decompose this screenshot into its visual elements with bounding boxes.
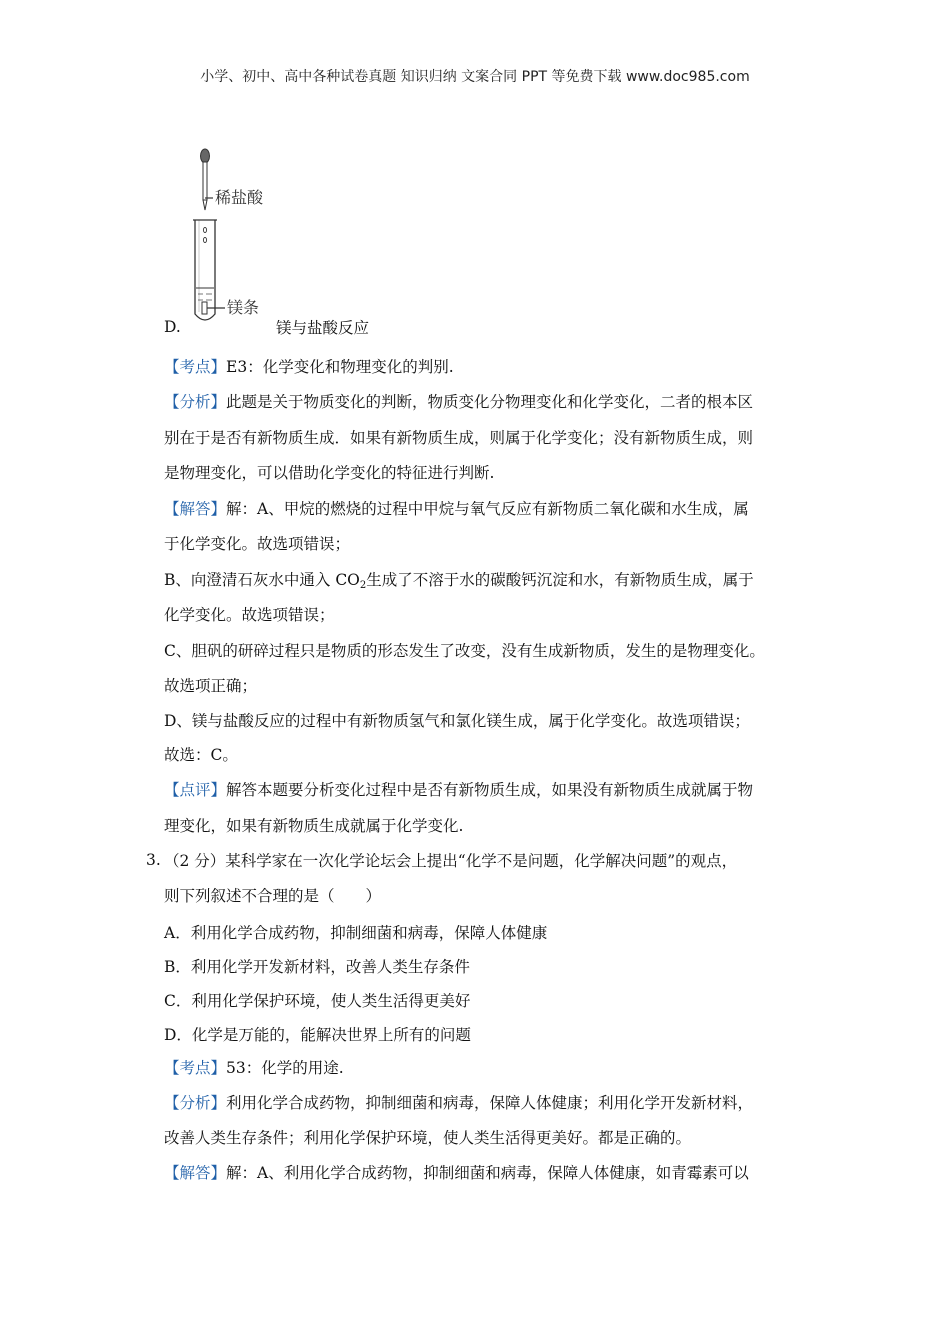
- q3-option-a: A．利用化学合成药物，抑制细菌和病毒，保障人体健康: [164, 924, 548, 942]
- q2-jieda-line-8: 故选：C。: [164, 746, 238, 764]
- q3-fenxi-line-2: 改善人类生存条件；利用化学保护环境，使人类生活得更美好。都是正确的。: [164, 1129, 692, 1147]
- q3-kaodian: [164, 1058, 344, 1078]
- dianping-text: 解答本题要分析变化过程中是否有新物质生成，如果没有新物质生成就属于物: [226, 781, 754, 799]
- fenxi-tag: 【分析】: [164, 393, 227, 411]
- q2-jieda-line-1: [164, 499, 749, 519]
- q2-fenxi-line-2: 别在于是否有新物质生成．如果有新物质生成，则属于化学变化；没有新物质生成，则: [164, 429, 754, 447]
- kaodian-text: E3：化学变化和物理变化的判别.: [226, 358, 454, 376]
- q3-option-b: B．利用化学开发新材料，改善人类生存条件: [164, 958, 470, 976]
- q2-jieda-line-3: [164, 570, 754, 596]
- q2-jieda-line-6: 故选项正确；: [164, 677, 258, 695]
- test-tube-figure: [185, 142, 285, 328]
- q2-dianping-line-2: 理变化，如果有新物质生成就属于化学变化.: [164, 817, 464, 835]
- q3-option-c: C．利用化学保护环境，使人类生活得更美好: [164, 992, 471, 1010]
- q3-fenxi-tag: 【分析】: [164, 1094, 227, 1112]
- q3-kaodian-text: 53：化学的用途.: [226, 1059, 344, 1077]
- fenxi-text: 此题是关于物质变化的判断，物质变化分物理变化和化学变化，二者的根本区: [226, 393, 754, 411]
- q3-fenxi-line-1: [164, 1093, 753, 1113]
- co2-subscript: 2: [359, 580, 367, 591]
- q3-jieda-tag: 【解答】: [164, 1164, 227, 1182]
- option-d-caption: 镁与盐酸反应: [276, 319, 370, 337]
- q3-jieda-line-1: [164, 1163, 749, 1183]
- dianping-tag: 【点评】: [164, 781, 227, 799]
- q3-fenxi-text: 利用化学合成药物，抑制细菌和病毒，保障人体健康；利用化学开发新材料，: [226, 1094, 754, 1112]
- jieda-tag: 【解答】: [164, 500, 227, 518]
- kaodian-tag: 【考点】: [164, 358, 227, 376]
- q3-option-d: D．化学是万能的，能解决世界上所有的问题: [164, 1026, 471, 1044]
- q2-fenxi-line-3: 是物理变化，可以借助化学变化的特征进行判断.: [164, 464, 495, 482]
- page-header: 小学、初中、高中各种试卷真题 知识归纳 文案合同 PPT 等免费下载 www.doc985.com: [200, 69, 750, 85]
- q3-jieda-text: 解：A、利用化学合成药物，抑制细菌和病毒，保障人体健康，如青霉素可以: [226, 1164, 749, 1182]
- jieda-text: 解：A、甲烷的燃烧的过程中甲烷与氧气反应有新物质二氧化碳和水生成，属: [226, 500, 749, 518]
- q2-fenxi-line-1: [164, 392, 753, 412]
- q3-stem-line-2: 则下列叙述不合理的是（ ）: [164, 887, 382, 905]
- q2-kaodian: [164, 357, 454, 377]
- q3-stem-line-1: （2 分）某科学家在一次化学论坛会上提出“化学不是问题，化学解决问题”的观点，: [164, 852, 738, 870]
- option-d-letter: D.: [164, 318, 181, 336]
- jieda-b-start: B、向澄清石灰水中通入 CO: [164, 571, 360, 589]
- jieda-b-end: 生成了不溶于水的碳酸钙沉淀和水，有新物质生成，属于: [366, 571, 754, 589]
- q3-number: 3.: [146, 851, 161, 869]
- q2-jieda-line-4: 化学变化。故选项错误；: [164, 606, 335, 624]
- label-dilute-hcl: 稀盐酸: [215, 188, 264, 207]
- q3-kaodian-tag: 【考点】: [164, 1059, 227, 1077]
- q2-jieda-line-2: 于化学变化。故选项错误；: [164, 535, 351, 553]
- label-magnesium: 镁条: [227, 298, 260, 317]
- q2-jieda-line-5: C、胆矾的研碎过程只是物质的形态发生了改变，没有生成新物质，发生的是物理变化。: [164, 642, 765, 660]
- q2-dianping-line-1: [164, 780, 753, 800]
- q2-jieda-line-7: D、镁与盐酸反应的过程中有新物质氢气和氯化镁生成，属于化学变化。故选项错误；: [164, 712, 750, 730]
